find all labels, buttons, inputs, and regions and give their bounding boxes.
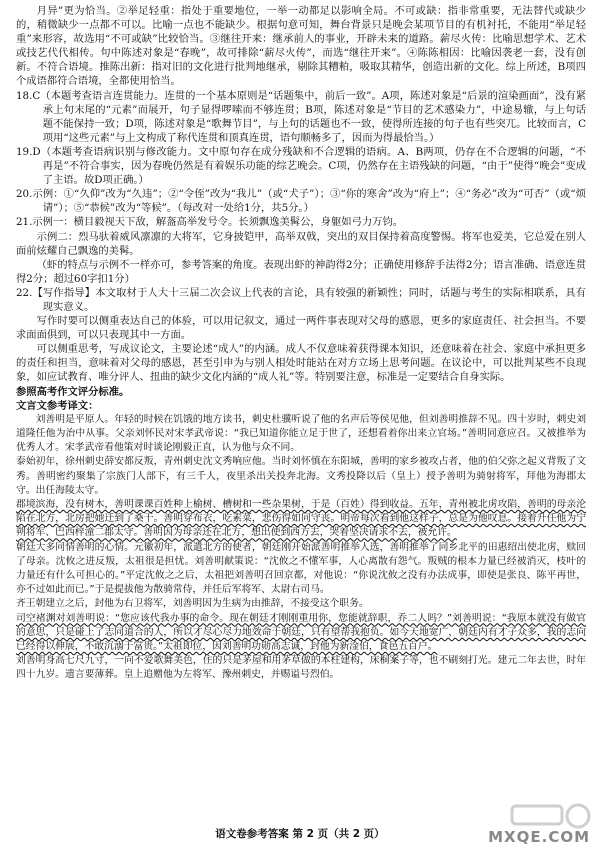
page-footer: 语文卷参考答案 第 2 页（共 2 页） [215, 828, 385, 840]
answer-q22-narrative: 写作时要可以侧重表达自己的体验，可以用记叙文，通过一两件事表现对父母的感恩，更多的家庭责任、社会担当。不要求面面俱到，可以只表现其中一方面。 [16, 315, 586, 342]
answer-q21-example-1: 21.示例一：横目毅视天下敌，解盔高举发号令。长须飘逸美髯公，身躯如弓力万钧。 [16, 216, 404, 229]
main-content [16, 4, 586, 683]
answer-q22-argument: 可以侧重思考，写成议论文，主要论述“成人”的内涵。成人不仅意味着获得课本知识，还意味着在社会、家庭中承担更多的责任和担当，意味着对父母的感恩，甚至引申为与别人相处时能站在对方立场上思考问题。在议论中，可以批判某些不良现象，如应试教育、唯分评人、扭曲的缺少文化内涵的“成人礼”等。特别要注意，标准是一定要结合自身实际。 [16, 343, 586, 384]
answer-q21-example-2: 示例二：烈马驮着威风凛凛的大将军，它身披铠甲，高举双戟，突出的双目保持着高度警惕。将军也爱美，它总爱在别人面前炫耀自己飘逸的美髯。 [16, 230, 586, 257]
answer-q19: 19.D（本题考查语病识别与修改能力。文中原句存在成分残缺和不合逻辑的语病。A、B两项，仍存在不合逻辑的问题，“不再是”不符合事实，因为春晚仍然是有着娱乐功能的综艺晚会。C项，仍然存在主语残缺的问题，“由于”使得“晚会”变成了主语。故D项正确。） [16, 145, 586, 187]
answer-q21-scoring: （虾的特点与示例不一样亦可，参考答案的角度。表现出虾的神韵得2分；正确使用修辞手法得2分；语言准确、语意连贯得2分；超过60字扣1分） [16, 258, 586, 285]
translation-paragraph-3: 郡境滨海，没有树木，善明课课百姓种上榆树、槽树和一些杂果树，于是（百姓）得到收益。五年，青州被北虏攻陷，善明的母亲沦陷在北方，北房把她迁到了桑干。善明穿布衣，吃素菜，悲伤得如同守丧。明帝每次看到他这样子，总是为他叹息。接着升任他为宁朔将军、巴西梓潼二郡太守。善明因为母亲还在北方，想出使到西方去，哭着坚决请求不去，被允许。 [16, 498, 586, 539]
answer-q18: 18.C（本题考查语言连贯能力。连贯的一个基本原则是“话题集中，前后一致”。A项，陈述对象是“后景的渲染画面”，没有紧承上句末尾的“元素”而展开，句子显得啰嗦而不够连贯；B项，陈述对象是“节目的艺术感染力”，中途易辙，与上句话题不能保持一致；D项，陈述对象是“歌舞节目”，与上句的话题也不一致，使得所连接的句子也有些突兀。比较而言，C项用“这些元素”与上文构成了称代连贯和顶真连贯，语句顺畅多了，因而为得最恰当。） [16, 89, 586, 144]
translation-paragraph-1: 刘善明是平原人。年轻的时候在饥饿的地方读书，刺史杜骥听说了他的名声后等侯见他，但刘善明推辞不见。四十岁时，刺史刘道隆任他为治中从事。父亲刘怀民对宋孝武帝说：“我已知道你能立足于世了，还想看着你出来立官场。”善明同意应召。又被推举为优秀人才。宋孝武帝看他策对时谈论刚毅正直，认为他与众不同。 [16, 413, 586, 454]
answer-q20: 20.示例：①“久仰”改为“久违”；②“令侄”改为“我儿”（或“犬子”）；③“你的寒舍”改为“府上”；④“务必”改为“可否”（或“烦请”）；⑤“恭候”改为“等候”。（每改对一处给1分，共5分。） [16, 188, 586, 215]
watermark-text: MXQE.COM [488, 828, 590, 846]
translation-paragraph-6: 司空褚渊对刘善明说：“您应该代我办事的命令。现在朝廷才刚刚重用你，您能就辞职，乔二人吗？”刘善明说：“我原本就没有做官的意思，只是碰上了志同道合的人，所以才尽心尽力地效命于朝廷，只有望帮我抱负。如今天地宽广，朝廷内有才子众多，我的志向已经得以伸展，不敢沉溺于富贵。”太祖即位，因刘善明功勋高志诚，封他为新淦伯，食邑五百户。 [16, 612, 586, 652]
paragraph-idiom-explanation: 月异”更为恰当。②举足轻重：指处于重要地位，一举一动都足以影响全局。不可或缺：指非常重要，无法替代或缺少的，稍微缺少一点都不可以。比喻一点也不能缺少。根据句意可知，舞台背景只是晚会某项节目的有机衬托，不能用“举足轻重”来形容，故选用“不可或缺”比较恰当。③继往开来：继承前人的事业，开辟未来的道路。薪尽火传：比喻思想学术、艺术或技艺代代相传。句中陈述对象是“春晚”，故可排除“薪尽火传”，而选“继往开来”。④陈陈相因：比喻因袭老一套，没有创新。不符合语境。推陈出新：指对旧的文化进行批判地继承，剔除其糟粕，吸取其精华，创造出新的文化。综上所述，B项四个成语都符合语境，全都使用恰当。 [16, 5, 586, 88]
translation-title: 文言文参考译文： [16, 399, 99, 412]
translation-paragraph-5: 齐王朝建立之后，封他为右卫将军，刘善明因为生病为由推辞，不接受这个职务。 [16, 598, 369, 610]
translation-paragraph-2: 泰始初年，徐州刺史薛安都反叛，青州刺史沈文秀响应他。当时刘怀慎在东阳城，善明的家乡被攻占者，他的伯父弥之起义背叛了文秀。善明密约聚集了宗族门人部下，有三千人，夜里杀出关投奔北海。文秀投降以后（皇上）授予善明为骑射将军，拜他为海郡太守。出任海陵太守。 [16, 456, 586, 496]
translation-paragraph-7: 刘善明身高七尺九寸，一向不爱歌舞美色，住的只是茅屋和用茅草做的本柱建构，床桐案子等，也不刷刻打光。建元二年去世，时年四十九岁。遗言要薄葬。皇上追赠他为左将军、豫州刺史，并赐谥号烈伯。 [16, 655, 586, 681]
answer-q22-guide: 22.【写作指导】本文取材于人大十三届二次会议上代表的言论，具有较强的新颖性；同时，话题与考生的实际相联系，具有现实意义。 [16, 286, 586, 313]
translation-paragraph-4: 朝廷大多同情善明的心情。元徽初年，派遣北方的使者，朝廷刚开始派善明推举人选，善明推举了同乡北平的田惠绍出使北虏，赎回了母亲。沈攸之进反叛，太祖很是担忧。刘善明献策说：“沈攸之不懂军事，人心离散有怨气。叛贼的根本力量已经被消灭，枝叶的力量还有什么可担心的。”平定沈攸之之后，太祖把刘善明召回京都，对他说：“你说沈攸之没有办法成事，即使是张良、陈平再世，亦不过如此而已。”于是提拔他为散骑常侍，并任后军将军、太尉右司马。 [16, 541, 586, 596]
scoring-standard: 参照高考作文评分标准。 [16, 385, 130, 398]
